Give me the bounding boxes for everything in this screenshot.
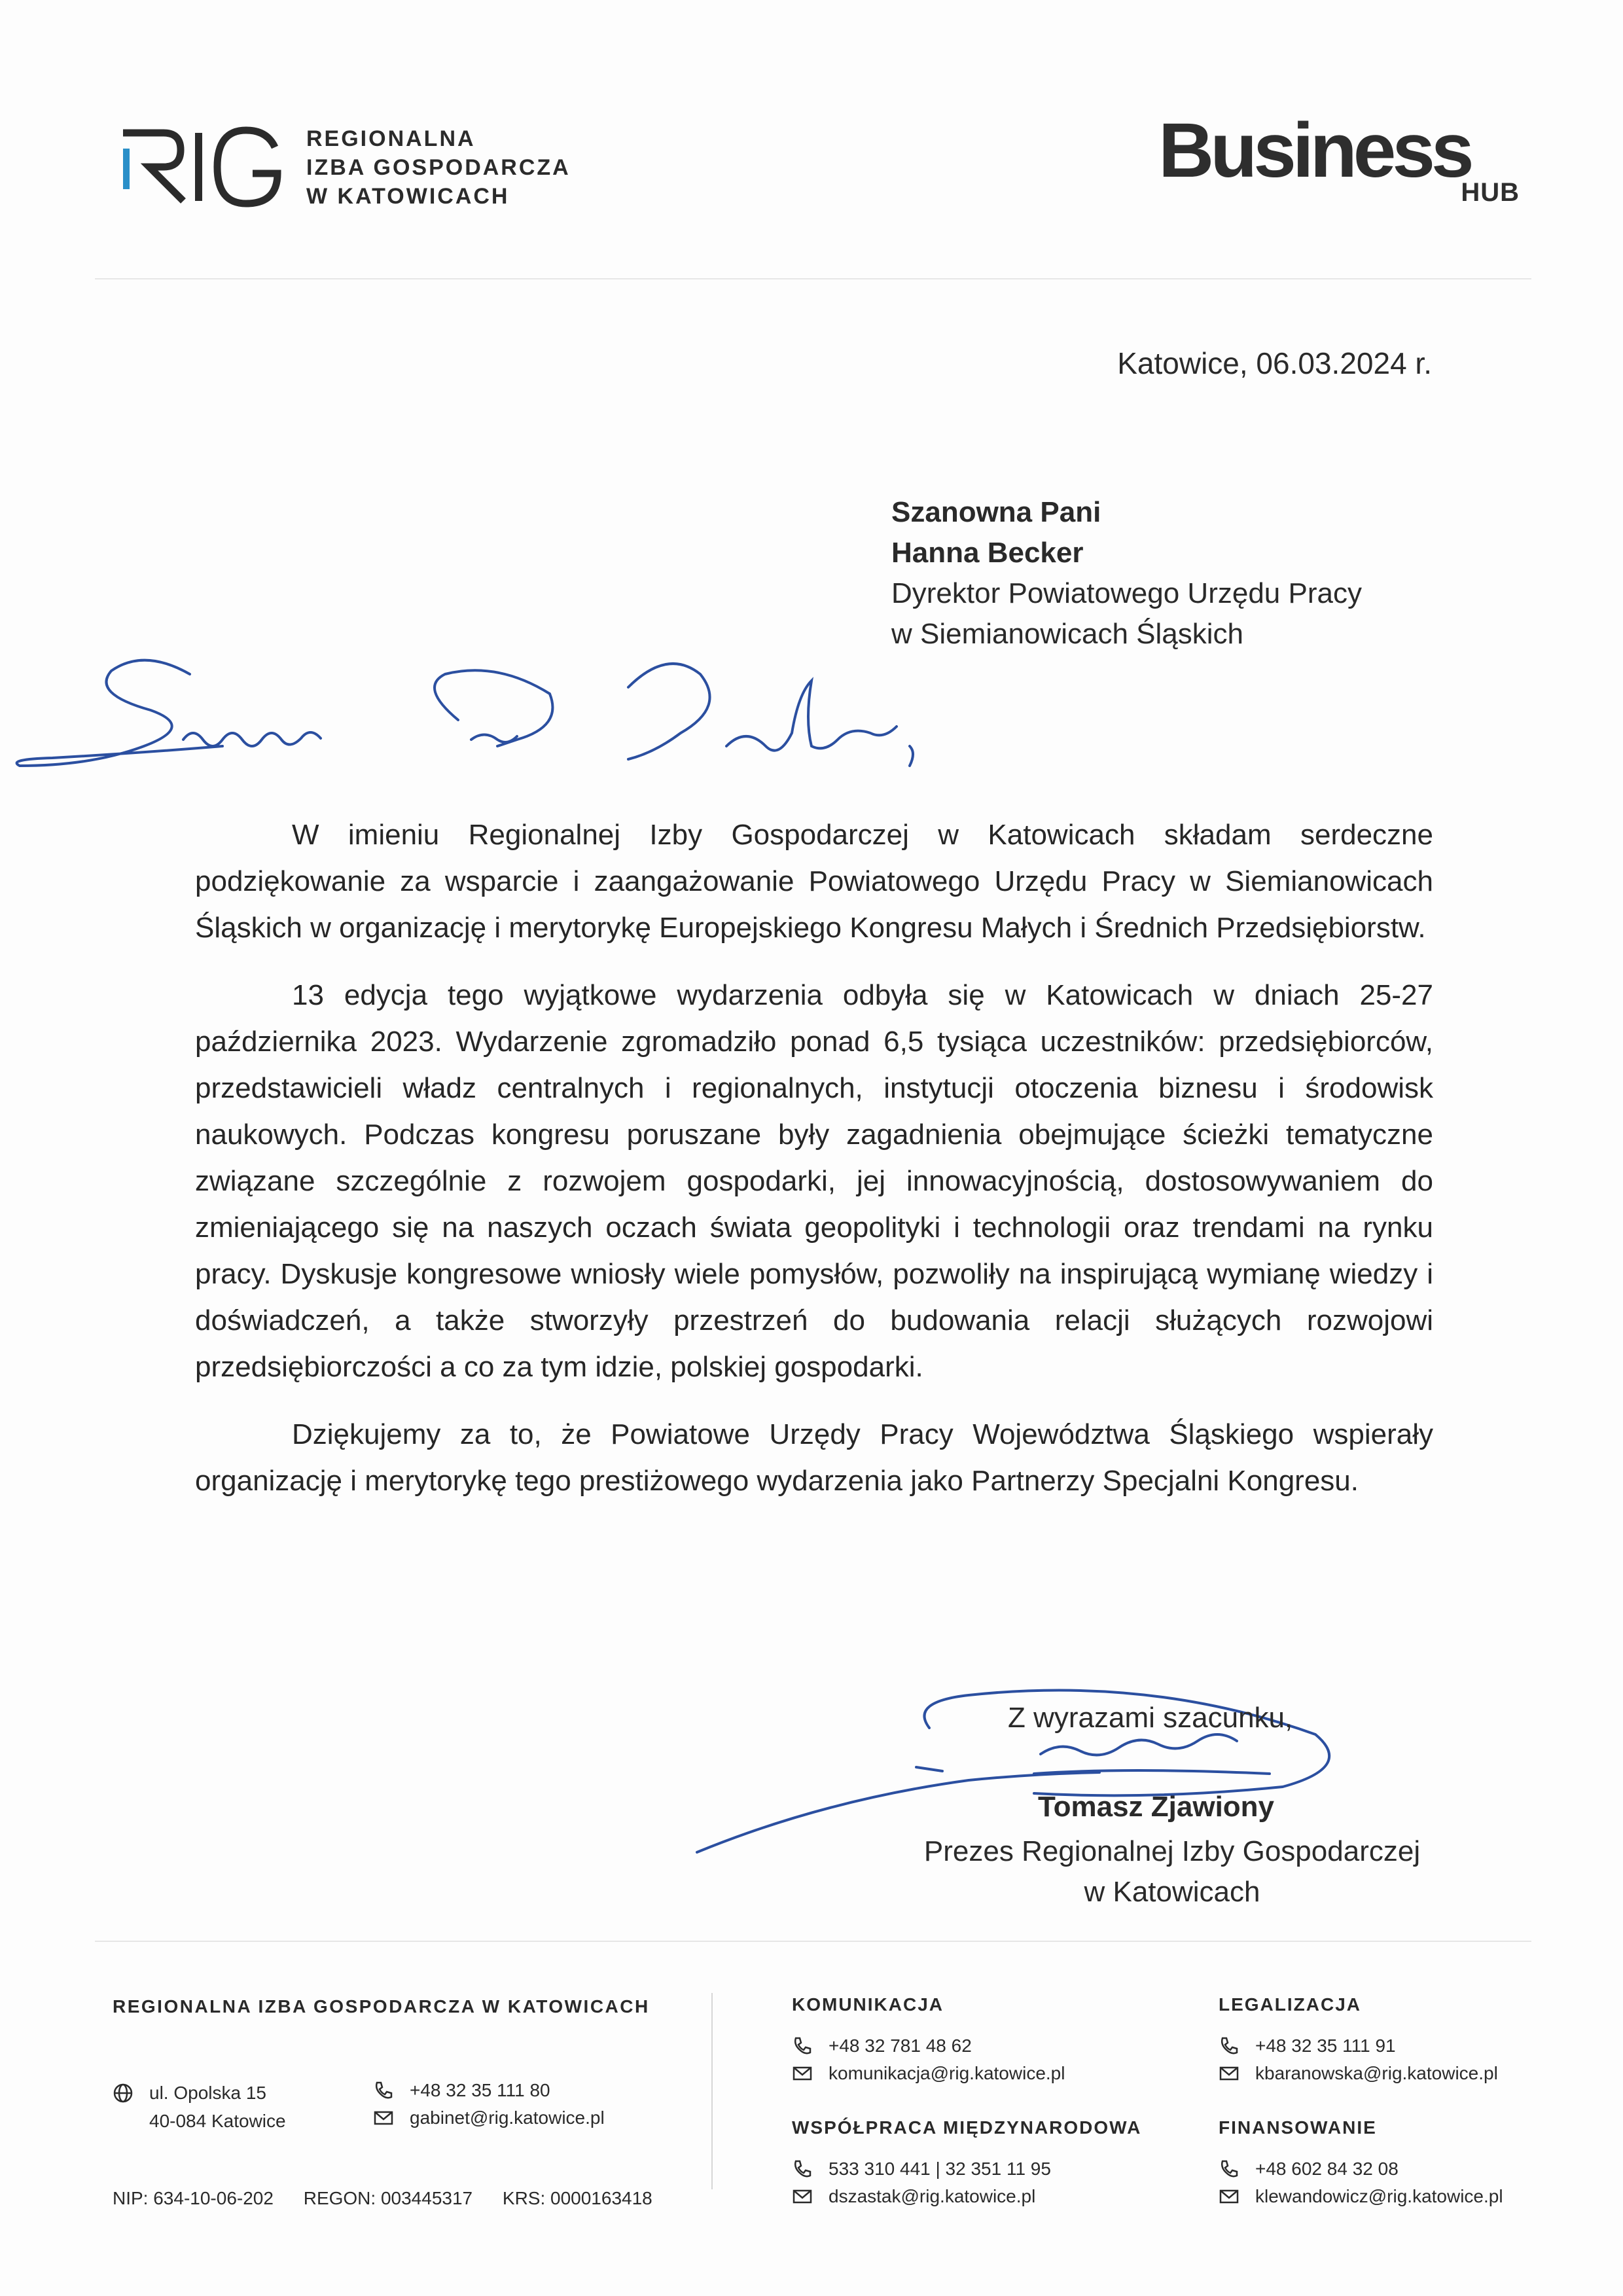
phone-number: +48 32 35 111 80	[410, 2080, 550, 2100]
email-icon	[792, 2186, 813, 2207]
handwritten-greeting-signature	[13, 648, 942, 779]
footer-registry-ids	[113, 2188, 677, 2209]
body-paragraph: 13 edycja tego wyjątkowe wydarzenia odbyła się w Katowicach w dniach 25-27 października 2023. Wydarzenie zgromadziło ponad 6,5 tysiąca uczestników: przedsiębiorców, przedstawicieli władz centralnych i regionalnych, instytucji otoczenia biznesu i środowisk naukowych. Podczas kongresu poruszane były zagadnienia obejmujące ścieżki tematyczne związane szczególnie z rozwojem gospodarki, jej innowacyjnością, dostosowywaniem do zmieniającego się na naszych oczach świata geopolityki i technologii oraz trendami na rynku pracy. Dyskusje kongresowe wniosły wiele pomysłów, pozwoliły na inspirującą wymianę wiedzy i doświadczeń, a także stworzyły przestrzeń do budowania relacji służących rozwojowi przedsiębiorczości a co za tym idzie, polskiej gospodarki.	[195, 979, 1433, 1383]
footer-address-city	[149, 2111, 286, 2132]
email-address: kbaranowska@rig.katowice.pl	[1255, 2063, 1498, 2083]
finansowanie-title: FINANSOWANIE	[1219, 2117, 1377, 2138]
krs-number: KRS: 0000163418	[502, 2188, 652, 2208]
wspolpraca-title: WSPÓŁPRACA MIĘDZYNARODOWA	[792, 2117, 1142, 2138]
footer	[0, 1937, 1623, 2278]
email-icon	[792, 2063, 813, 2084]
signer-role	[897, 1831, 1447, 1912]
legalizacja-phone[interactable]	[1219, 2036, 1396, 2056]
phone-icon	[792, 2159, 813, 2179]
legalizacja-email[interactable]	[1219, 2063, 1498, 2084]
business-logo-sub: HUB	[1461, 178, 1520, 207]
signer-role-line: w Katowicach	[1084, 1876, 1260, 1908]
signer-role-line: Prezes Regionalnej Izby Gospodarczej	[923, 1835, 1421, 1867]
phone-icon	[792, 2036, 813, 2056]
rig-logo-icon	[118, 121, 288, 213]
email-icon	[373, 2108, 394, 2128]
phone-number: +48 602 84 32 08	[1255, 2159, 1399, 2179]
rig-name-line: W KATOWICACH	[306, 184, 510, 209]
addressee-name: Hanna Becker	[891, 537, 1084, 569]
addressee-role: Dyrektor Powiatowego Urzędu Pracy	[891, 577, 1362, 609]
signer-name: Tomasz Zjawiony	[1038, 1791, 1275, 1823]
wspolpraca-phone[interactable]	[792, 2159, 1051, 2179]
rig-name	[306, 124, 571, 211]
regon-number: REGON: 003445317	[303, 2188, 473, 2208]
rig-name-line: REGIONALNA	[306, 126, 476, 151]
footer-main-phone[interactable]	[373, 2080, 550, 2101]
address-line: ul. Opolska 15	[149, 2083, 266, 2103]
business-hub-logo	[1158, 107, 1525, 209]
wspolpraca-email[interactable]	[792, 2186, 1035, 2207]
phone-icon	[1219, 2159, 1240, 2179]
komunikacja-phone[interactable]	[792, 2036, 972, 2056]
addressee-block	[891, 492, 1362, 655]
finansowanie-phone[interactable]	[1219, 2159, 1399, 2179]
phone-number: +48 32 781 48 62	[829, 2036, 972, 2056]
komunikacja-title: KOMUNIKACJA	[792, 1994, 944, 2015]
addressee-salutation: Szanowna Pani	[891, 496, 1101, 528]
finansowanie-email[interactable]	[1219, 2186, 1503, 2207]
header-divider	[95, 278, 1531, 279]
nip-number: NIP: 634-10-06-202	[113, 2188, 274, 2208]
phone-icon	[373, 2080, 394, 2101]
address-line: 40-084 Katowice	[149, 2111, 286, 2131]
email-icon	[1219, 2063, 1240, 2084]
email-address: dszastak@rig.katowice.pl	[829, 2186, 1036, 2206]
body-paragraph: W imieniu Regionalnej Izby Gospodarczej w Katowicach składam serdeczne podziękowanie za wsparcie i zaangażowanie Powiatowego Urzędu Pracy w Siemianowicach Śląskich w organizację i merytorykę Europejskiego Kongresu Małych i Średnich Przedsiębiorstw.	[195, 819, 1433, 944]
phone-number: 533 310 441 | 32 351 11 95	[829, 2159, 1051, 2179]
legalizacja-title: LEGALIZACJA	[1219, 1994, 1361, 2015]
rig-name-line: IZBA GOSPODARCZA	[306, 155, 571, 180]
komunikacja-email[interactable]	[792, 2063, 1065, 2084]
addressee-role: w Siemianowicach Śląskich	[891, 618, 1243, 650]
letter-date: Katowice, 06.03.2024 r.	[1117, 346, 1432, 380]
body-paragraph: Dziękujemy za to, że Powiatowe Urzędy Pracy Województwa Śląskiego wspierały organizację i merytorykę tego prestiżowego wydarzenia jako Partnerzy Specjalni Kongresu.	[195, 1418, 1433, 1497]
letter-body	[195, 812, 1433, 1525]
email-address: gabinet@rig.katowice.pl	[410, 2108, 605, 2128]
email-address: komunikacja@rig.katowice.pl	[829, 2063, 1065, 2083]
globe-icon	[113, 2083, 134, 2104]
footer-address	[113, 2083, 266, 2104]
business-logo-word: Business	[1158, 107, 1471, 194]
footer-main-email[interactable]	[373, 2108, 605, 2128]
phone-number: +48 32 35 111 91	[1255, 2036, 1396, 2056]
closing-block	[812, 1702, 1440, 1924]
footer-separator	[711, 1993, 713, 2189]
email-icon	[1219, 2186, 1240, 2207]
footer-org-title: REGIONALNA IZBA GOSPODARCZA W KATOWICACH	[113, 1996, 650, 2017]
phone-icon	[1219, 2036, 1240, 2056]
email-address: klewandowicz@rig.katowice.pl	[1255, 2186, 1503, 2206]
closing-regards: Z wyrazami szacunku,	[1008, 1702, 1293, 1734]
